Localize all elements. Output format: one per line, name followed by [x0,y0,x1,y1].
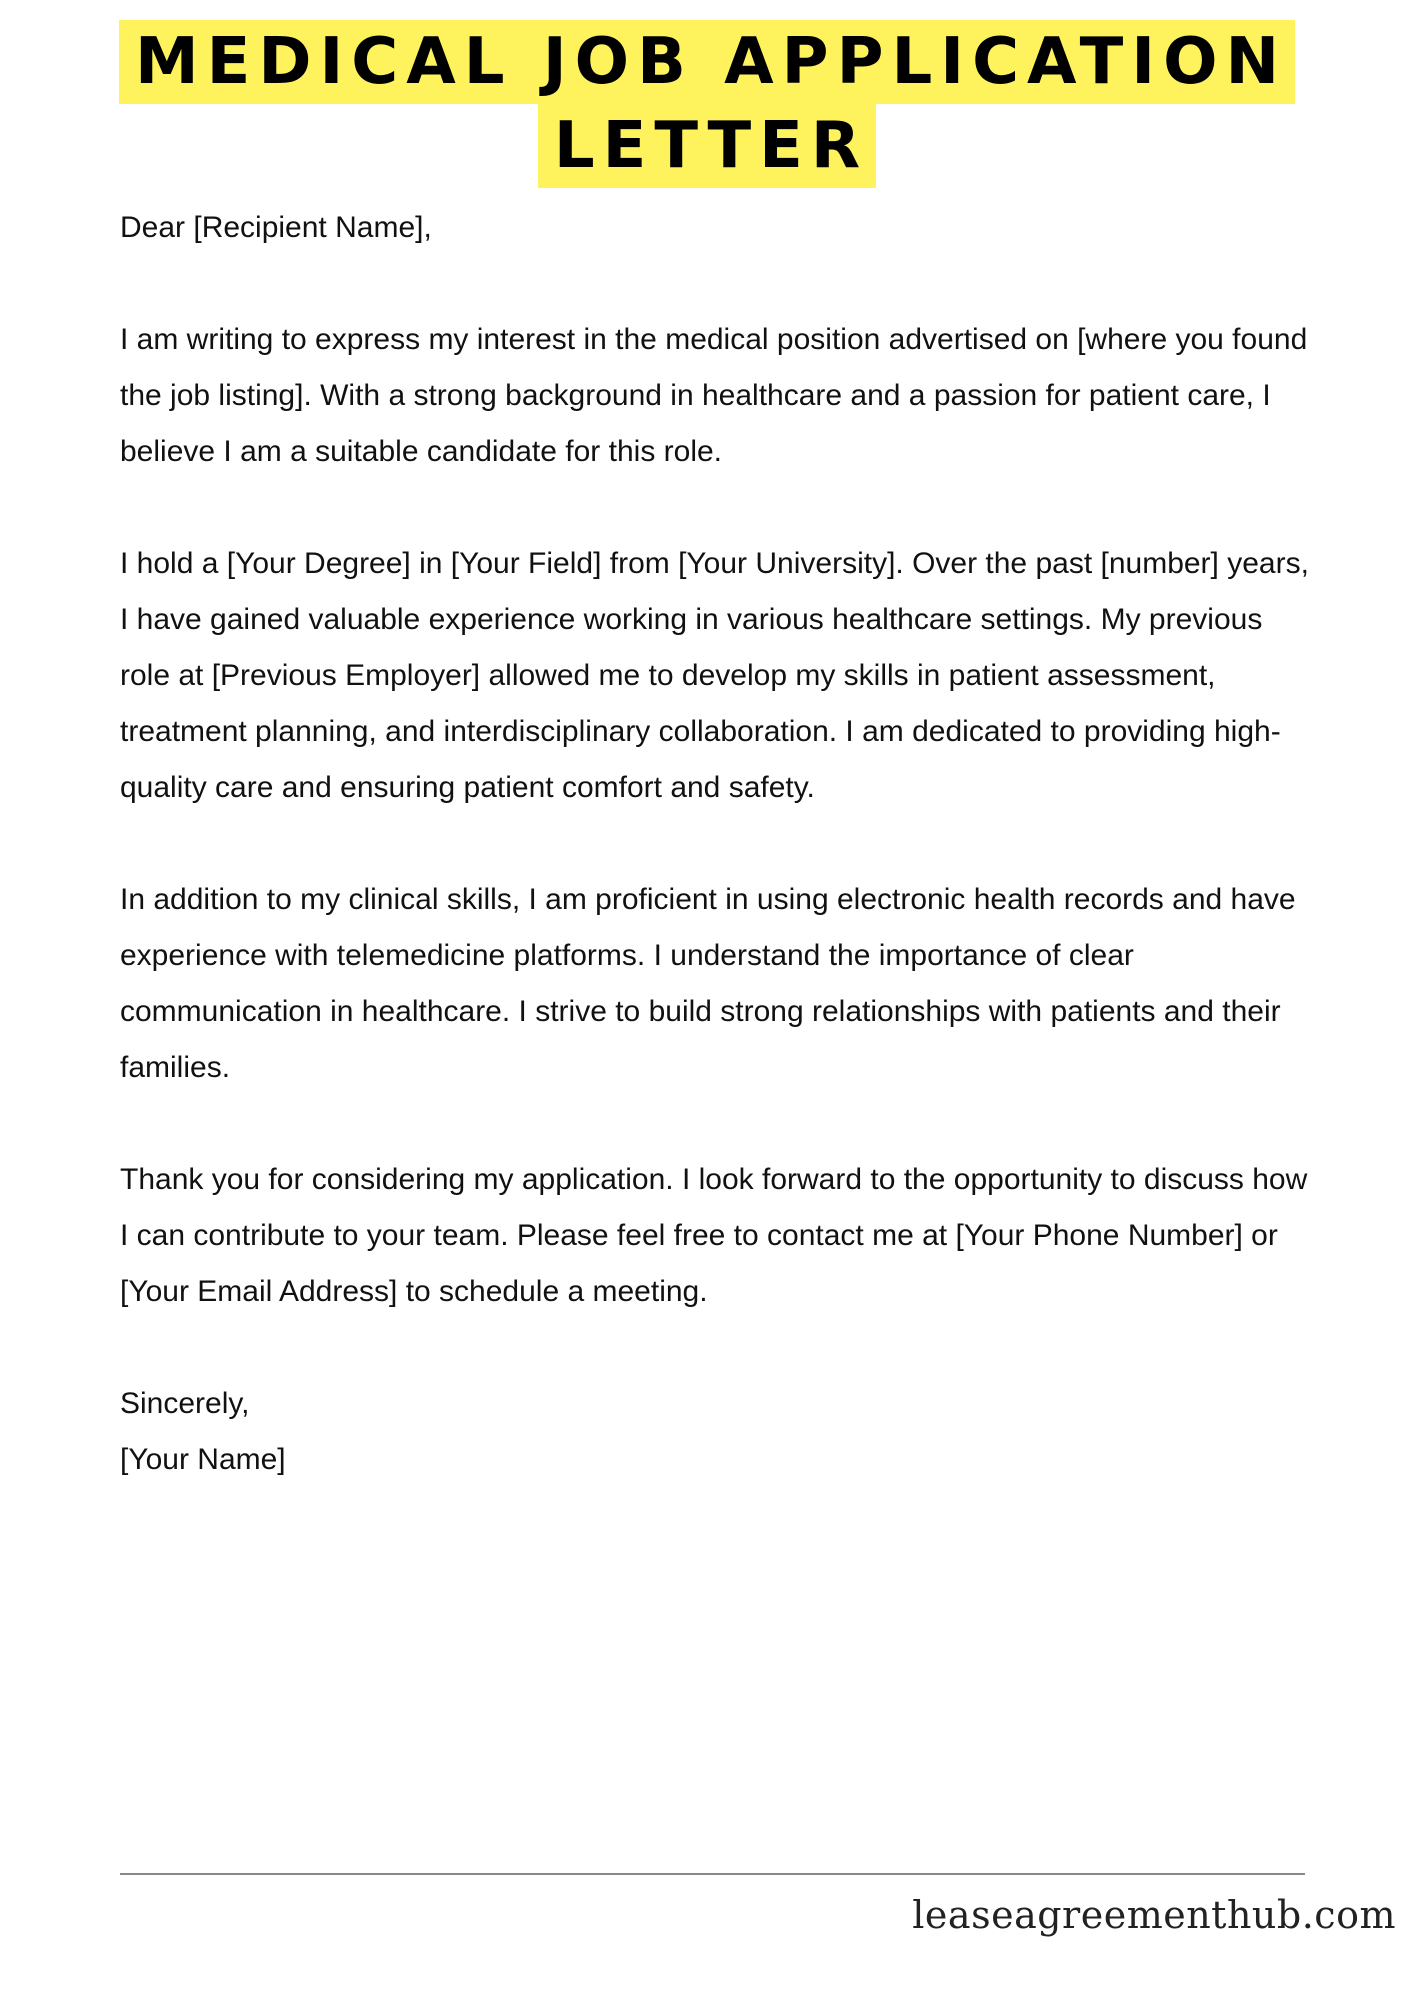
signature: [Your Name] [120,1443,286,1476]
paragraph-skills: In addition to my clinical skills, I am proficient in using electronic health records and have experience with telemedicine platforms. I understand the importance of clear communication in healthcare. I strive to build strong relationships with patients and their families. [120,883,1296,1084]
closing: Sincerely, [120,1387,250,1420]
paragraph-thanks: Thank you for considering my application. I look forward to the opportunity to discuss how I can contribute to your team. Please feel free to contact me at [Your Phone Number] or [Your Email Address] to schedule a meeting. [120,1163,1308,1308]
paragraph-experience: I hold a [Your Degree] in [Your Field] from [Your University]. Over the past [number] years, I have gained valuable experience working in various healthcare settings. My previous role at [Previous Employer] allowed me to develop my skills in patient assessment, treatment planning, and interdisciplinary collaboration. I am dedicated to providing high-quality care and ensuring patient comfort and safety. [120,547,1309,804]
title-line-1: MEDICAL JOB APPLICATION [119,20,1295,104]
document-title [0,20,1414,188]
title-line-2: LETTER [538,104,876,188]
salutation: Dear [Recipient Name], [120,211,432,244]
letter-body [120,200,1320,1488]
paragraph-intro: I am writing to express my interest in the medical position advertised on [where you found the job listing]. With a strong background in healthcare and a passion for patient care, I believe I am a suitable candidate for this role. [120,323,1308,468]
footer-brand: leaseagreementhub.com [912,1893,1396,1937]
footer-divider [120,1873,1305,1875]
